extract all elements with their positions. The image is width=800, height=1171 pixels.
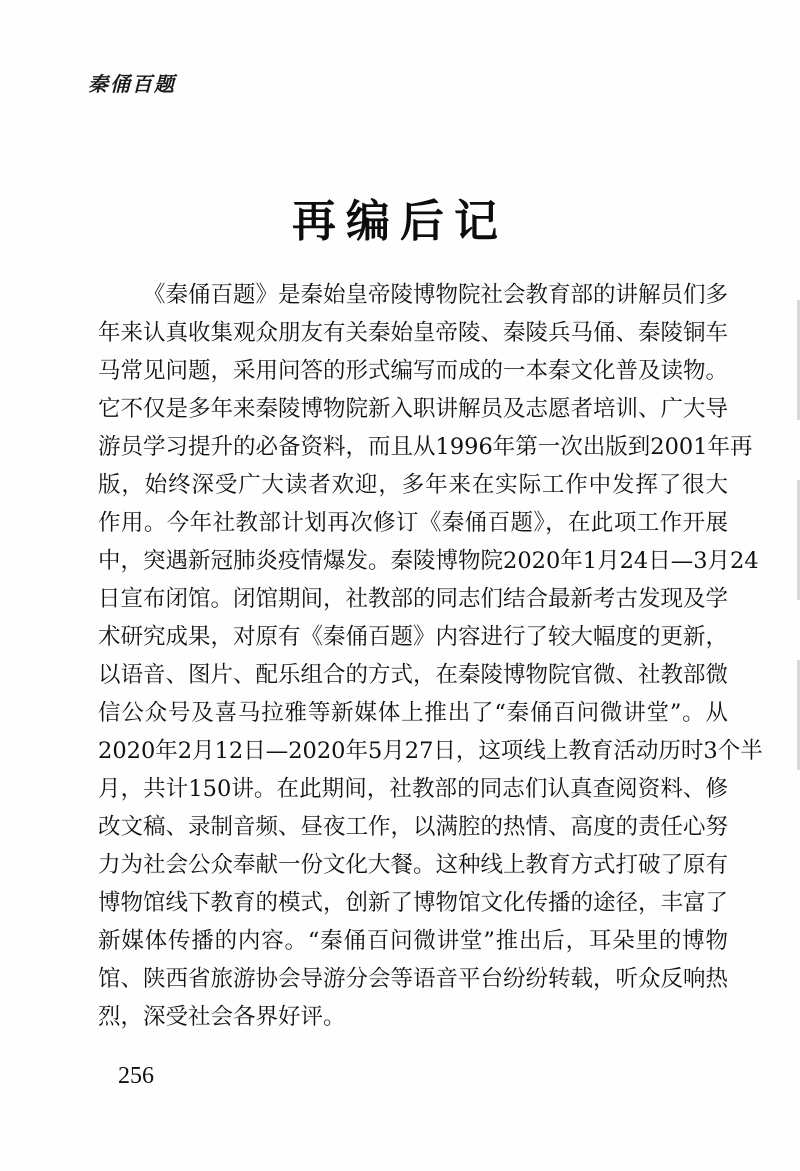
text-line: 年来认真收集观众朋友有关秦始皇帝陵、秦陵兵马俑、秦陵铜车 xyxy=(98,320,729,346)
text-line: 以语音、图片、配乐组合的方式，在秦陵博物院官微、社教部微 xyxy=(98,662,729,688)
text-line: 信公众号及喜马拉雅等新媒体上推出了“秦俑百问微讲堂”。从 xyxy=(98,700,728,726)
text-line: 馆、陕西省旅游协会导游分会等语音平台纷纷转载，听众反响热 xyxy=(98,966,729,992)
text-line: 烈，深受社会各界好评。 xyxy=(98,1004,346,1030)
running-head: 秦俑百题 xyxy=(88,72,176,96)
text-line: 博物馆线下教育的模式，创新了博物馆文化传播的途径，丰富了 xyxy=(98,890,729,916)
text-line: 月，共计150讲。在此期间，社教部的同志们认真查阅资料、修 xyxy=(98,776,728,802)
text-line: 2020年2月12日—2020年5月27日，这项线上教育活动历时3个半 xyxy=(98,738,763,764)
text-line: 日宣布闭馆。闭馆期间，社教部的同志们结合最新考古发现及学 xyxy=(98,586,729,612)
text-line: 马常见问题，采用问答的形式编写而成的一本秦文化普及读物。 xyxy=(98,358,729,384)
body-paragraph xyxy=(98,276,763,1036)
text-line: 术研究成果，对原有《秦俑百题》内容进行了较大幅度的更新， xyxy=(98,624,729,650)
text-line: 版，始终深受广大读者欢迎，多年来在实际工作中发挥了很大 xyxy=(98,472,728,498)
chapter-title: 再编后记 xyxy=(292,196,508,247)
page-number: 256 xyxy=(118,1063,154,1089)
text-line: 改文稿、录制音频、昼夜工作，以满腔的热情、高度的责任心努 xyxy=(98,814,729,840)
text-line: 《秦俑百题》是秦始皇帝陵博物院社会教育部的讲解员们多 xyxy=(143,282,729,308)
text-line: 中，突遇新冠肺炎疫情爆发。秦陵博物院2020年1月24日—3月24 xyxy=(98,548,759,574)
text-line: 游员学习提升的必备资料，而且从1996年第一次出版到2001年再 xyxy=(98,434,753,460)
text-line: 作用。今年社教部计划再次修订《秦俑百题》，在此项工作开展 xyxy=(98,510,728,536)
text-line: 新媒体传播的内容。“秦俑百问微讲堂”推出后，耳朵里的博物 xyxy=(98,928,728,954)
text-line: 它不仅是多年来秦陵博物院新入职讲解员及志愿者培训、广大导 xyxy=(98,396,729,422)
text-line: 力为社会公众奉献一份文化大餐。这种线上教育方式打破了原有 xyxy=(98,852,729,878)
